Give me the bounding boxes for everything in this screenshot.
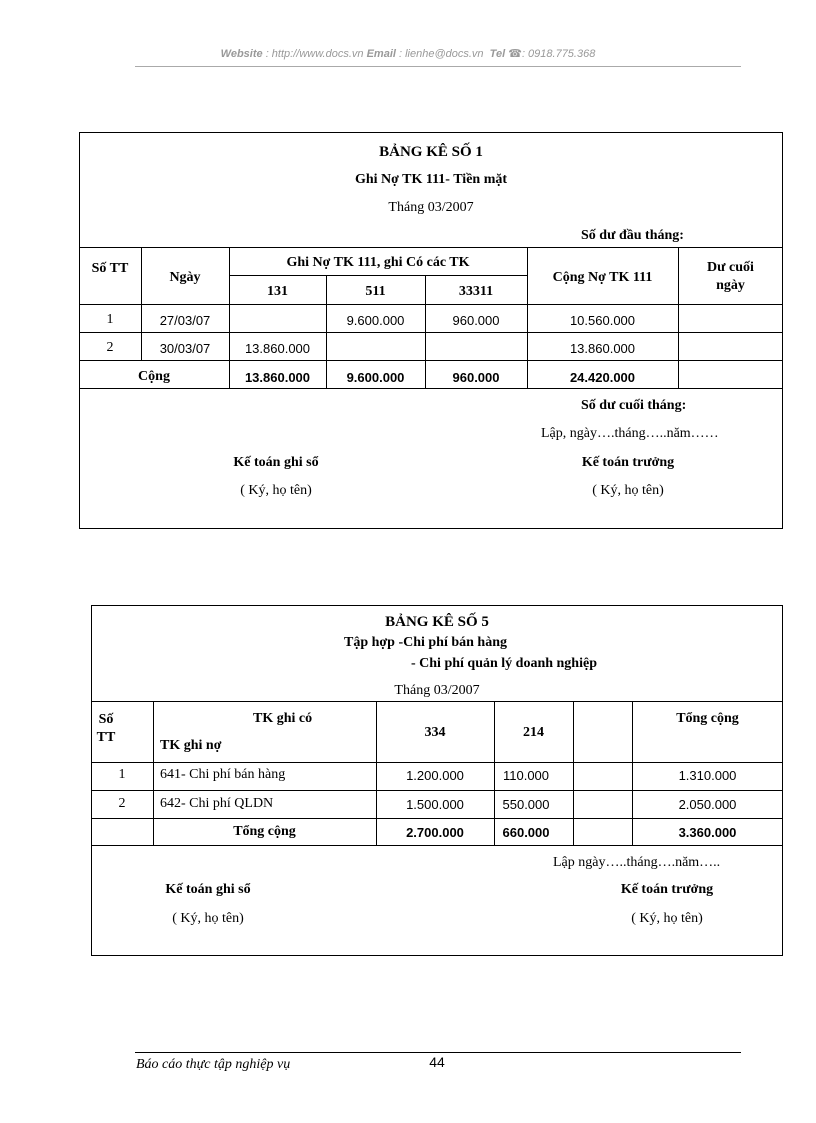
table5-sign-left-note: ( Ký, họ tên) xyxy=(172,911,244,926)
cell-33311: 960.000 xyxy=(452,313,500,328)
table1-sign-right: Kế toán trưởng xyxy=(581,455,675,470)
footer-divider xyxy=(135,1052,741,1053)
footer-report-title: Báo cáo thực tập nghiệp vụ xyxy=(136,1057,291,1072)
cell-total: 10.560.000 xyxy=(569,313,636,328)
table5-col-stt: Số TT xyxy=(96,712,116,745)
cell-date: 30/03/07 xyxy=(159,341,211,356)
table1-col-33311: 33311 xyxy=(458,284,494,299)
cell-131: 13.860.000 xyxy=(244,341,311,356)
table1-col-511: 511 xyxy=(365,284,386,299)
cell-name: 642- Chi phí QLDN xyxy=(160,796,274,811)
table1-col-total: Cộng Nợ TK 111 xyxy=(552,270,653,285)
table1-closing-balance: Số dư cuối tháng: xyxy=(581,398,687,413)
cell-334: 1.500.000 xyxy=(406,797,464,812)
table1-col-balance: Dư cuối ngày xyxy=(707,260,754,293)
table5-month: Tháng 03/2007 xyxy=(394,683,480,698)
table1-title: BẢNG KÊ SỐ 1 xyxy=(379,144,483,160)
table5-col-tk-no: TK ghi nợ xyxy=(160,738,222,753)
page-header xyxy=(0,47,816,60)
cell-stt: 1 xyxy=(106,312,114,327)
sum-511: 9.600.000 xyxy=(346,370,405,385)
tel-label: Tel xyxy=(489,48,506,60)
table5-subtitle2: - Chi phí quản lý doanh nghiệp xyxy=(411,656,597,671)
table1-col-131: 131 xyxy=(267,284,288,299)
sum-total: 3.360.000 xyxy=(678,825,737,840)
page-number: 44 xyxy=(429,1054,445,1070)
table5-subtitle1: Tập hợp -Chi phí bán hàng xyxy=(344,635,508,650)
table5-sign-right: Kế toán trưởng xyxy=(620,882,714,897)
table5-sign-right-note: ( Ký, họ tên) xyxy=(631,911,703,926)
table1-sign-right-note: ( Ký, họ tên) xyxy=(592,483,664,498)
sum-131: 13.860.000 xyxy=(244,370,311,385)
cell-total: 13.860.000 xyxy=(569,341,636,356)
tel-value: : 0918.775.368 xyxy=(521,48,596,60)
email-label: Email xyxy=(366,48,396,60)
phone-icon: ☎ xyxy=(508,48,522,60)
table1-month: Tháng 03/2007 xyxy=(388,200,474,215)
table1-sign-left-note: ( Ký, họ tên) xyxy=(240,483,312,498)
website-value[interactable]: : http://www.docs.vn xyxy=(262,48,367,60)
cell-date: 27/03/07 xyxy=(159,313,211,328)
table1-date-line: Lập, ngày….tháng…..năm…… xyxy=(541,426,719,441)
table5-title: BẢNG KÊ SỐ 5 xyxy=(385,614,489,630)
cell-stt: 2 xyxy=(106,340,114,355)
table1-col-date: Ngày xyxy=(169,270,201,285)
cell-stt: 1 xyxy=(118,767,126,782)
table5-date-line: Lập ngày…..tháng….năm….. xyxy=(553,855,721,870)
cell-511: 9.600.000 xyxy=(346,313,405,328)
cell-total: 2.050.000 xyxy=(678,797,737,812)
table5-col-214: 214 xyxy=(523,725,544,740)
table5-sign-left: Kế toán ghi sổ xyxy=(165,882,251,897)
cell-214: 550.000 xyxy=(502,797,550,812)
sum-label: Cộng xyxy=(138,369,170,384)
cell-214: 110.000 xyxy=(502,768,550,783)
table5-col-total: Tổng cộng xyxy=(676,711,739,726)
table1-col-stt: Số TT xyxy=(91,261,129,276)
table1-sign-left: Kế toán ghi sổ xyxy=(233,455,319,470)
table5-col-tk-co: TK ghi có xyxy=(253,711,313,726)
table5-col-334: 334 xyxy=(424,725,446,740)
cell-name: 641- Chi phí bán hàng xyxy=(160,767,286,782)
cell-334: 1.200.000 xyxy=(406,768,464,783)
cell-stt: 2 xyxy=(118,796,126,811)
sum-334: 2.700.000 xyxy=(406,825,464,840)
table1-col-group: Ghi Nợ TK 111, ghi Có các TK xyxy=(286,255,470,270)
sum-total: 24.420.000 xyxy=(569,370,636,385)
table1-subtitle: Ghi Nợ TK 111- Tiền mặt xyxy=(354,172,508,187)
website-label: Website xyxy=(220,48,263,60)
header-divider xyxy=(135,66,741,67)
email-value[interactable]: : lienhe@docs.vn xyxy=(395,48,487,60)
cell-total: 1.310.000 xyxy=(678,768,737,783)
sum-33311: 960.000 xyxy=(452,370,500,385)
sum-214: 660.000 xyxy=(502,825,550,840)
table1-opening-balance: Số dư đầu tháng: xyxy=(581,228,684,243)
sum-label: Tổng cộng xyxy=(233,824,296,839)
